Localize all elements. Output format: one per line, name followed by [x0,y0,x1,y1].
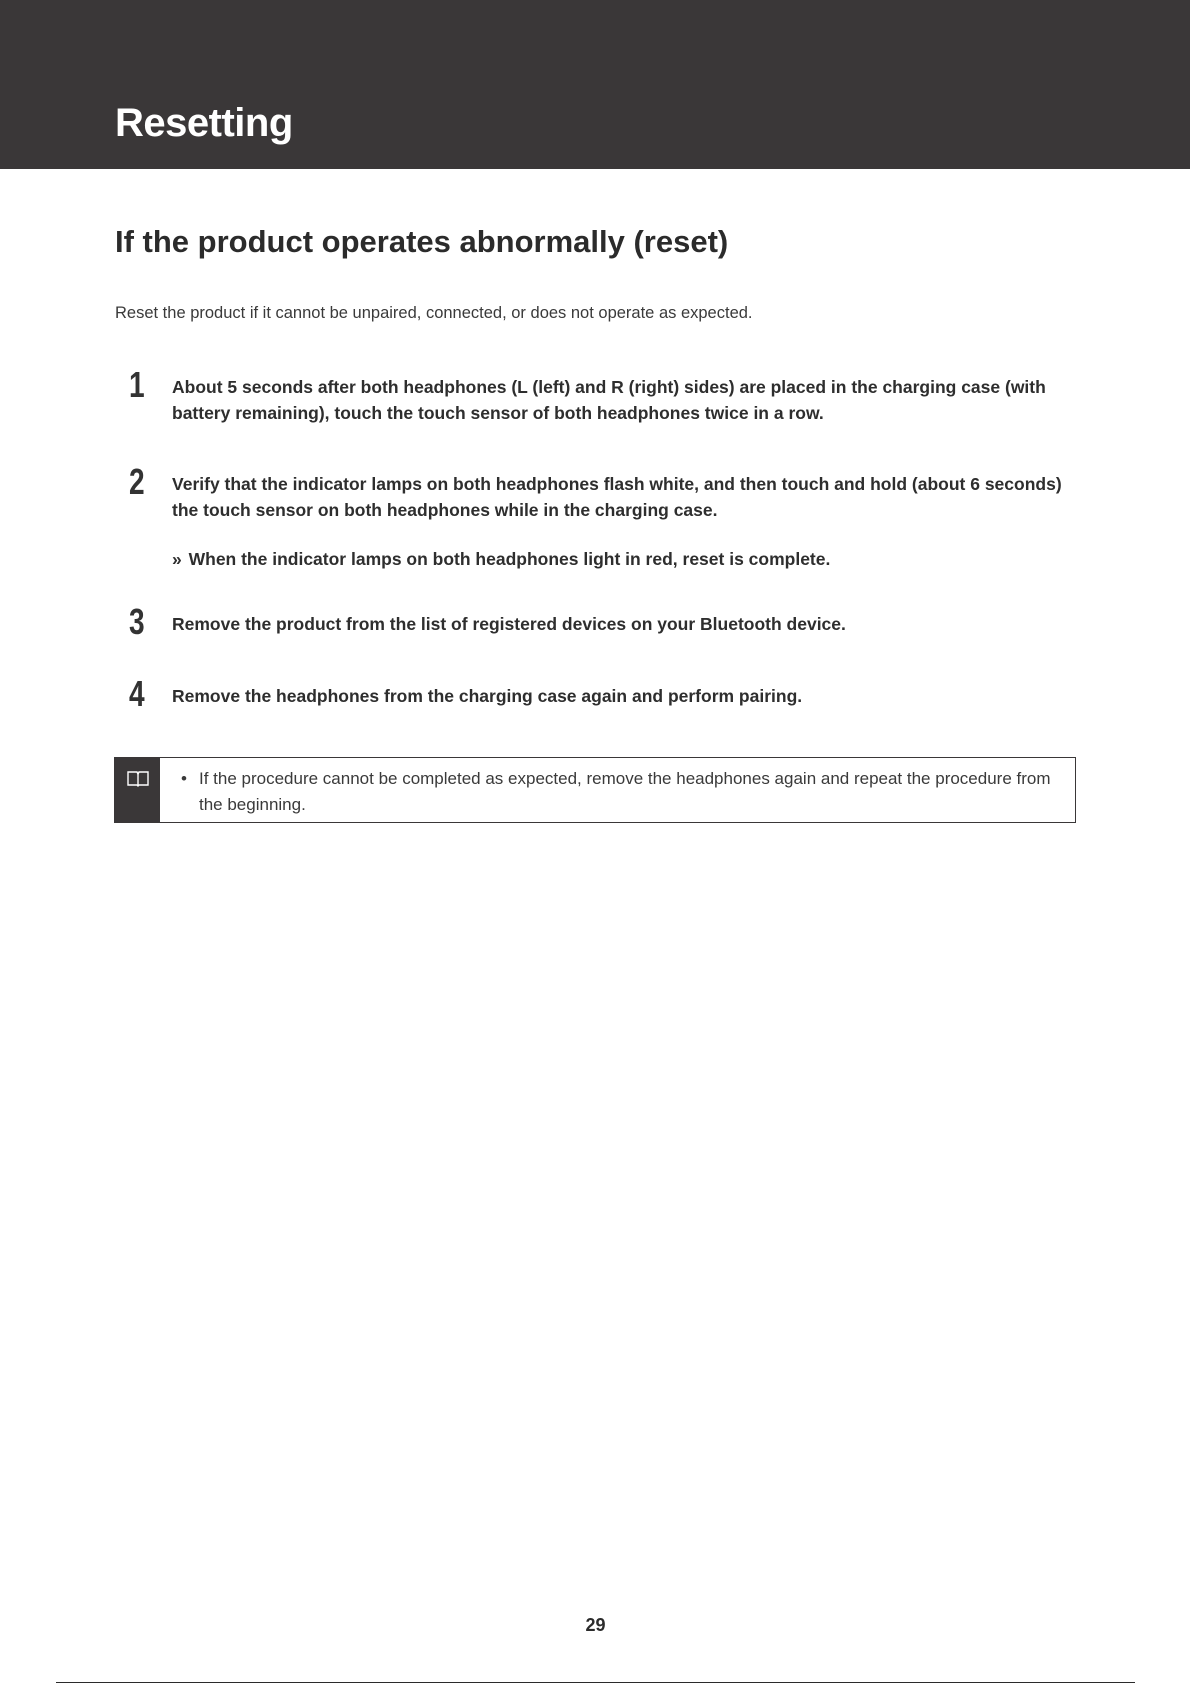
step-text: Remove the headphones from the charging case again and perform pairing. [172,686,803,706]
note-text: If the procedure cannot be completed as expected, remove the headphones again and repeat the procedure from the beginning. [199,769,1051,814]
section-heading: If the product operates abnormally (reset) [115,224,729,259]
note-box [114,757,1076,823]
step-number: 4 [129,673,145,714]
step-number: 3 [129,601,145,642]
step-text: Verify that the indicator lamps on both headphones flash white, and then touch and hold (about 6 seconds) the touch sensor on both headphones while in the charging case. [172,474,1062,520]
intro-text: Reset the product if it cannot be unpaired, connected, or does not operate as expected. [115,304,753,322]
step-result [172,546,830,572]
step-result-text: When the indicator lamps on both headphones light in red, reset is complete. [188,549,831,569]
step-text: About 5 seconds after both headphones (L (left) and R (right) sides) are placed in the charging case (with battery remaining), touch the touch sensor of both headphones twice in a row. [172,377,1046,423]
step-number: 1 [129,364,145,405]
result-arrow-icon: » [172,549,180,569]
note-bullet: • [181,769,187,788]
book-icon [126,769,150,789]
footer-rule [56,1682,1135,1683]
step-text: Remove the product from the list of registered devices on your Bluetooth device. [172,614,846,634]
header-band [0,0,1190,169]
step-number: 2 [129,461,145,502]
note-icon-cell [115,758,160,822]
page-title: Resetting [115,101,293,145]
page-number: 29 [585,1615,606,1635]
